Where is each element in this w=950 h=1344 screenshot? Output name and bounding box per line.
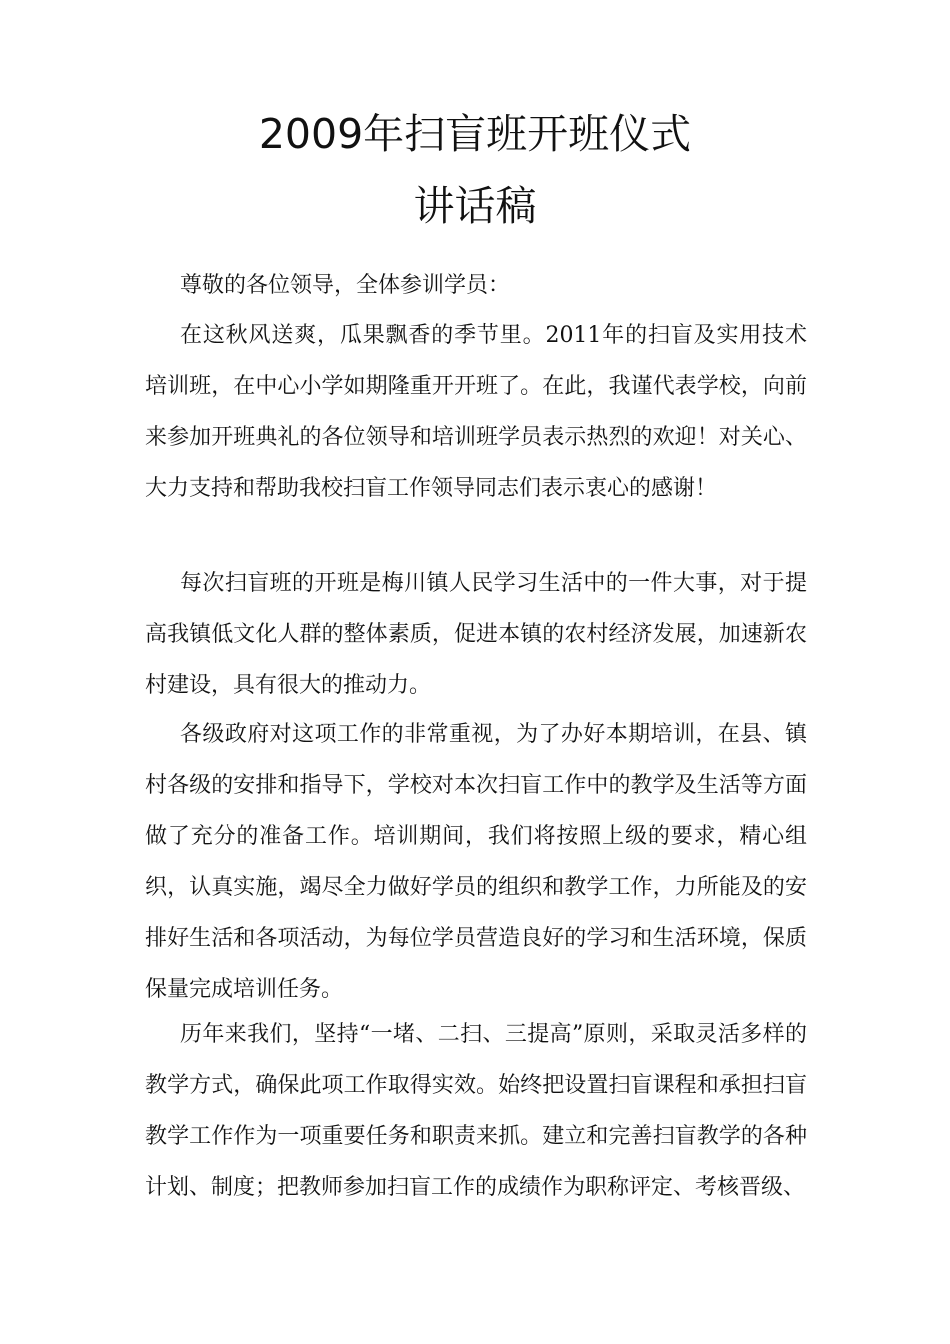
document-title-line-2: 讲话稿 — [413, 182, 537, 230]
salutation: 尊敬的各位领导，全体参训学员： — [180, 273, 511, 298]
paragraph-1: 在这秋风送爽，瓜果飘香的季节里。2011年的扫盲及实用技术培训班，在中心小学如期隆重开开班了。在此，我谨代表学校，向前来参加开班典礼的各位领导和培训班学员表示热烈的欢迎！对关心、大力支持和帮助我校扫盲工作领导同志们表示衷心的感谢！ — [145, 323, 807, 501]
paragraph-4: 历年来我们，坚持“一堵、二扫、三提高”原则，采取灵活多样的教学方式，确保此项工作取得实效。始终把设置扫盲课程和承担扫盲教学工作作为一项重要任务和职责来抓。建立和完善扫盲教学的各种计划、制度；把教师参加扫盲工作的成绩作为职称评定、考核晋级、 — [145, 1022, 807, 1200]
document-title-line-1: 2009年扫盲班开班仪式 — [258, 110, 692, 158]
paragraph-2: 每次扫盲班的开班是梅川镇人民学习生活中的一件大事，对于提高我镇低文化人群的整体素质，促进本镇的农村经济发展，加速新农村建设，具有很大的推动力。 — [145, 571, 807, 698]
paragraph-3: 各级政府对这项工作的非常重视，为了办好本期培训，在县、镇村各级的安排和指导下，学校对本次扫盲工作中的教学及生活等方面做了充分的准备工作。培训期间，我们将按照上级的要求，精心组织，认真实施，竭尽全力做好学员的组织和教学工作，力所能及的安排好生活和各项活动，为每位学员营造良好的学习和生活环境，保质保量完成培训任务。 — [145, 722, 807, 1002]
